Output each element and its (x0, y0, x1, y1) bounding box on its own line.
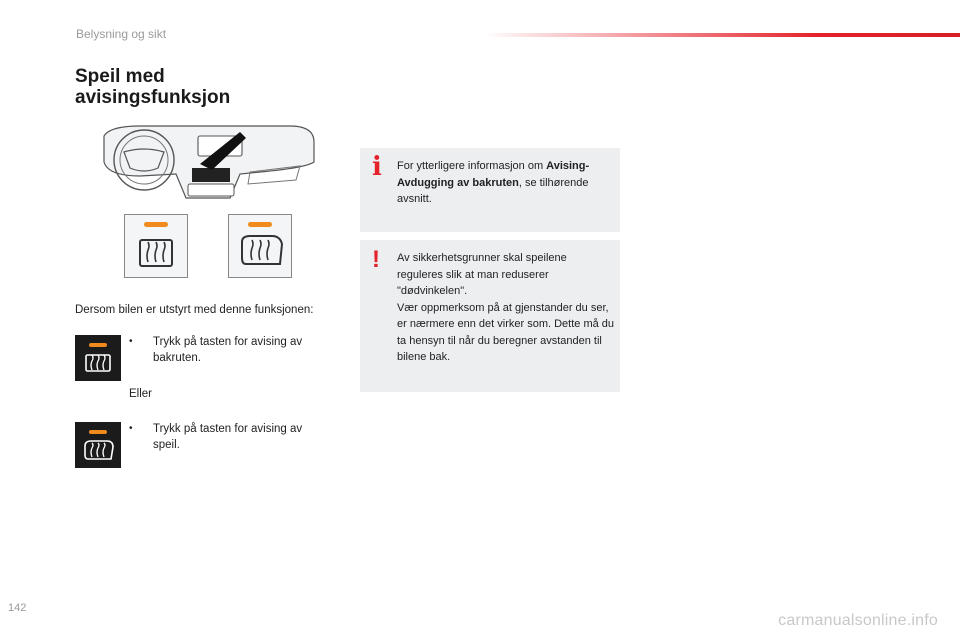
step-2-text: Trykk på tasten for avising av speil. (153, 423, 303, 451)
page-title (75, 66, 230, 108)
step-2-bullet: • (129, 423, 133, 434)
rear-defrost-icon (75, 335, 121, 381)
warning-paragraph-1: Av sikkerhetsgrunner skal speilene reguleres slik at man reduserer "dødvinkelen". (397, 252, 567, 297)
intro-text: Dersom bilen er utstyrt med denne funksjonen: (75, 304, 314, 316)
page-number: 142 (8, 602, 27, 614)
step-1-bullet: • (129, 336, 133, 347)
step-1-text: Trykk på tasten for avising av bakruten. (153, 336, 303, 364)
step-2 (129, 421, 329, 453)
dashboard-illustration (100, 122, 318, 212)
header-rule (484, 33, 960, 37)
warning-notice-text (397, 250, 615, 366)
rear-defrost-button-illustration (124, 214, 188, 278)
warning-notice (360, 240, 620, 392)
mirror-defrost-icon (75, 422, 121, 468)
or-text: Eller (129, 388, 153, 400)
info-notice (360, 148, 620, 232)
page-title-line2: avisingsfunksjon (75, 87, 231, 108)
watermark: carmanualsonline.info (778, 612, 938, 629)
warning-icon: ! (372, 246, 380, 273)
section-header: Belysning og sikt (76, 27, 167, 41)
info-notice-text-before: For ytterligere informasjon om (397, 160, 547, 172)
info-notice-text-after: , se tilhørende avsnitt. (397, 176, 589, 205)
page-title-line1: Speil med (75, 66, 165, 87)
info-notice-text (397, 158, 615, 208)
mirror-defrost-button-illustration (228, 214, 292, 278)
step-1 (129, 334, 329, 366)
warning-paragraph-2: Vær oppmerksom på at gjenstander du ser, er nærmere enn det virker som. Dette må du ta hensyn til når du beregner avstanden til bilene bak. (397, 301, 615, 363)
info-notice-bold: Avising-Avdugging av bakruten (397, 160, 590, 189)
info-icon: i (372, 152, 382, 182)
